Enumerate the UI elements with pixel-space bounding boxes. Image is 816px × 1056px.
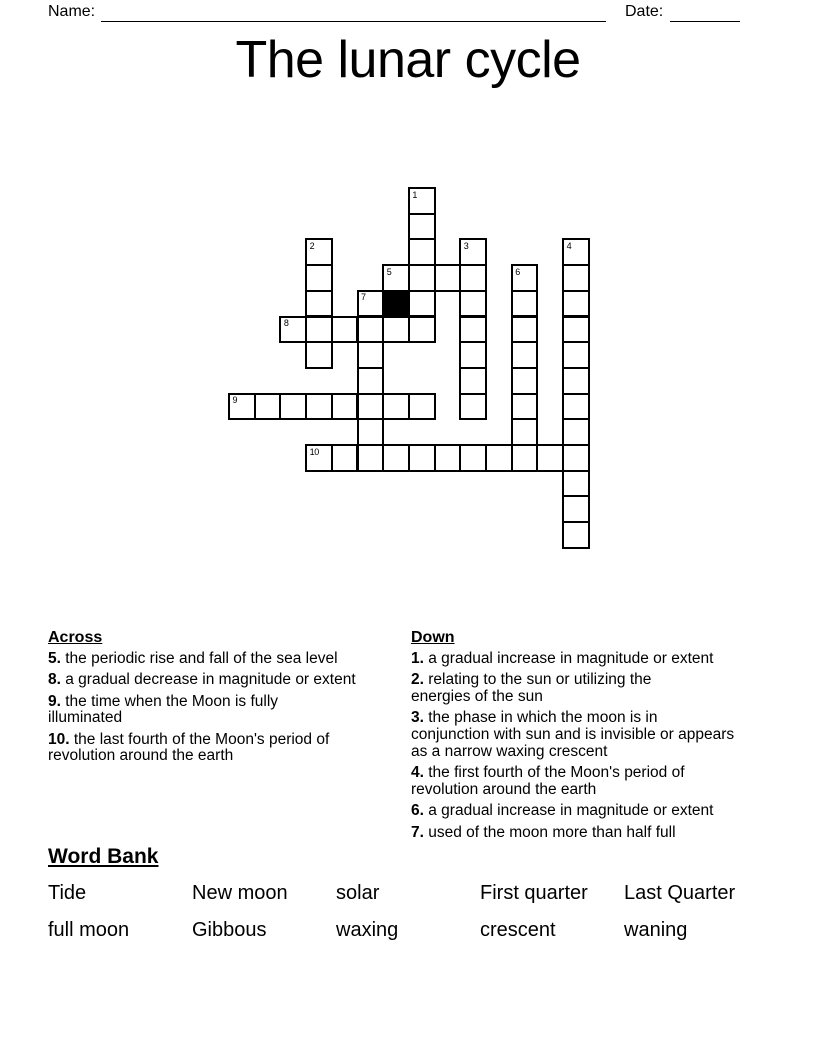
grid-cell[interactable] — [331, 316, 359, 344]
date-label: Date: — [625, 3, 664, 20]
cell-number: 2 — [309, 240, 315, 251]
grid-cell[interactable] — [408, 290, 436, 318]
word-bank-item: New moon — [192, 882, 288, 904]
clue-number: 2. — [411, 671, 424, 689]
cell-number: 1 — [412, 189, 418, 200]
clue-line: revolution around the earth — [48, 747, 234, 765]
grid-cell[interactable] — [408, 238, 436, 266]
grid-cell[interactable] — [511, 290, 539, 318]
grid-cell[interactable] — [331, 444, 359, 472]
cell-number: 7 — [361, 292, 366, 303]
clue-line: energies of the sun — [411, 688, 543, 706]
clue-across-5 — [48, 651, 410, 668]
grid-cell[interactable] — [305, 316, 333, 344]
clue-across-9 — [48, 694, 410, 728]
grid-cell[interactable] — [511, 264, 539, 292]
grid-cell[interactable] — [562, 264, 590, 292]
grid-cell[interactable] — [459, 341, 487, 369]
grid-cell[interactable] — [408, 213, 436, 241]
crossword-grid — [228, 187, 590, 549]
grid-cell[interactable] — [459, 238, 487, 266]
grid-cell[interactable] — [357, 393, 385, 421]
cell-number: 8 — [283, 318, 289, 328]
word-bank-words — [48, 882, 768, 942]
grid-cell[interactable] — [434, 444, 462, 472]
grid-cell[interactable] — [305, 341, 333, 369]
clues-down-list — [411, 651, 811, 841]
cell-number: 3 — [463, 240, 469, 251]
cell-number: 5 — [386, 266, 392, 277]
word-bank-item: Tide — [48, 882, 87, 904]
grid-cell[interactable] — [485, 444, 513, 472]
grid-cell[interactable] — [562, 418, 590, 446]
name-label: Name: — [48, 3, 96, 20]
clue-number: 1. — [411, 650, 424, 667]
clue-line: 1. a gradual increase in magnitude or extent — [411, 650, 714, 667]
clue-across-10 — [48, 732, 410, 766]
grid-cell[interactable] — [357, 316, 385, 344]
grid-cell[interactable] — [408, 393, 436, 421]
grid-cell[interactable] — [408, 187, 436, 215]
grid-cell[interactable] — [562, 238, 590, 266]
grid-cell[interactable] — [511, 341, 539, 369]
clue-line: as a narrow waxing crescent — [411, 742, 608, 760]
clue-line: illuminated — [48, 709, 123, 727]
clue-down-4 — [411, 765, 811, 799]
grid-cell[interactable] — [408, 444, 436, 472]
clue-number: 5. — [48, 650, 61, 667]
clue-number: 7. — [411, 823, 424, 841]
clue-down-6 — [411, 803, 811, 820]
grid-cell[interactable] — [562, 367, 590, 395]
clue-down-1 — [411, 651, 811, 668]
grid-cell[interactable] — [357, 341, 385, 369]
clue-line: 3. the phase in which the moon is in — [411, 709, 658, 727]
grid-cell[interactable] — [279, 393, 307, 421]
grid-cell[interactable] — [459, 393, 487, 421]
word-bank-item: waxing — [336, 919, 399, 941]
grid-cell[interactable] — [382, 393, 410, 421]
cell-number: 4 — [566, 240, 572, 251]
down-clues-section — [411, 629, 811, 846]
clue-number: 3. — [411, 709, 424, 727]
clue-line: 6. a gradual increase in magnitude or extent — [411, 802, 714, 820]
across-clues-section — [48, 629, 410, 770]
grid-cell[interactable] — [459, 367, 487, 395]
across-heading: Across — [48, 629, 103, 646]
grid-cell[interactable] — [459, 290, 487, 318]
grid-cell[interactable] — [357, 290, 385, 318]
clue-number: 6. — [411, 802, 424, 820]
grid-cell[interactable] — [331, 393, 359, 421]
clue-line: 5. the periodic rise and fall of the sea level — [48, 650, 338, 667]
grid-cell[interactable] — [562, 444, 590, 472]
grid-cell[interactable] — [357, 418, 385, 446]
grid-cell[interactable] — [357, 444, 385, 472]
name-fill-line — [101, 0, 606, 22]
grid-cell[interactable] — [562, 521, 590, 549]
word-bank-heading: Word Bank — [48, 845, 159, 868]
clue-down-7 — [411, 825, 811, 842]
grid-cell[interactable] — [305, 444, 333, 472]
grid-cell[interactable] — [511, 367, 539, 395]
grid-cell[interactable] — [228, 393, 256, 421]
clue-line: 9. the time when the Moon is fully — [48, 692, 279, 710]
grid-cell[interactable] — [408, 264, 436, 292]
grid-cell[interactable] — [511, 393, 539, 421]
grid-cell[interactable] — [511, 418, 539, 446]
clue-line: revolution around the earth — [411, 781, 597, 799]
grid-cell[interactable] — [562, 290, 590, 318]
clue-across-8 — [48, 672, 410, 689]
grid-cell[interactable] — [279, 316, 307, 344]
grid-cell[interactable] — [511, 316, 539, 344]
grid-cell[interactable] — [254, 393, 282, 421]
clue-number: 10. — [48, 730, 70, 748]
grid-cell[interactable] — [562, 341, 590, 369]
word-bank-item: full moon — [48, 919, 130, 941]
word-bank-item: solar — [336, 882, 380, 904]
grid-cell[interactable] — [562, 393, 590, 421]
grid-cell[interactable] — [562, 495, 590, 523]
grid-cell[interactable] — [562, 470, 590, 498]
grid-cell[interactable] — [434, 264, 462, 292]
word-bank-item: waning — [624, 919, 688, 941]
word-bank-item: Gibbous — [192, 919, 267, 941]
word-bank-item: First quarter — [480, 882, 588, 904]
date-fill-line — [670, 0, 740, 22]
grid-cell[interactable] — [459, 316, 487, 344]
grid-cell[interactable] — [305, 238, 333, 266]
page-title: The lunar cycle — [235, 31, 581, 89]
clue-down-3 — [411, 710, 811, 760]
cell-number: 10 — [309, 446, 320, 457]
grid-cell[interactable] — [305, 393, 333, 421]
clue-line: 2. relating to the sun or utilizing the — [411, 671, 652, 689]
clue-line: 8. a gradual decrease in magnitude or extent — [48, 671, 356, 689]
grid-cell[interactable] — [459, 264, 487, 292]
grid-cell[interactable] — [536, 444, 564, 472]
cell-number: 9 — [232, 395, 238, 406]
clue-number: 4. — [411, 764, 424, 782]
clue-down-2 — [411, 672, 811, 706]
clue-line: conjunction with sun and is invisible or appears — [411, 726, 735, 744]
down-heading: Down — [411, 629, 455, 646]
clue-line: 4. the first fourth of the Moon's period of — [411, 764, 685, 782]
grid-cell[interactable] — [382, 264, 410, 292]
grid-cell-black — [382, 290, 410, 318]
word-bank-item: crescent — [480, 919, 556, 941]
clue-number: 9. — [48, 692, 61, 710]
clue-line: 7. used of the moon more than half full — [411, 823, 676, 841]
word-bank-item: Last Quarter — [624, 882, 736, 904]
cell-number: 6 — [515, 266, 520, 277]
grid-cell[interactable] — [305, 290, 333, 318]
clue-line: 10. the last fourth of the Moon's period of — [48, 730, 330, 748]
grid-cell[interactable] — [459, 444, 487, 472]
grid-cell[interactable] — [382, 316, 410, 344]
grid-cell[interactable] — [305, 264, 333, 292]
grid-cell[interactable] — [511, 444, 539, 472]
grid-cell[interactable] — [357, 367, 385, 395]
clues-across-list — [48, 651, 410, 765]
grid-cell[interactable] — [408, 316, 436, 344]
clue-number: 8. — [48, 671, 61, 689]
grid-cell[interactable] — [382, 444, 410, 472]
grid-cell[interactable] — [562, 316, 590, 344]
